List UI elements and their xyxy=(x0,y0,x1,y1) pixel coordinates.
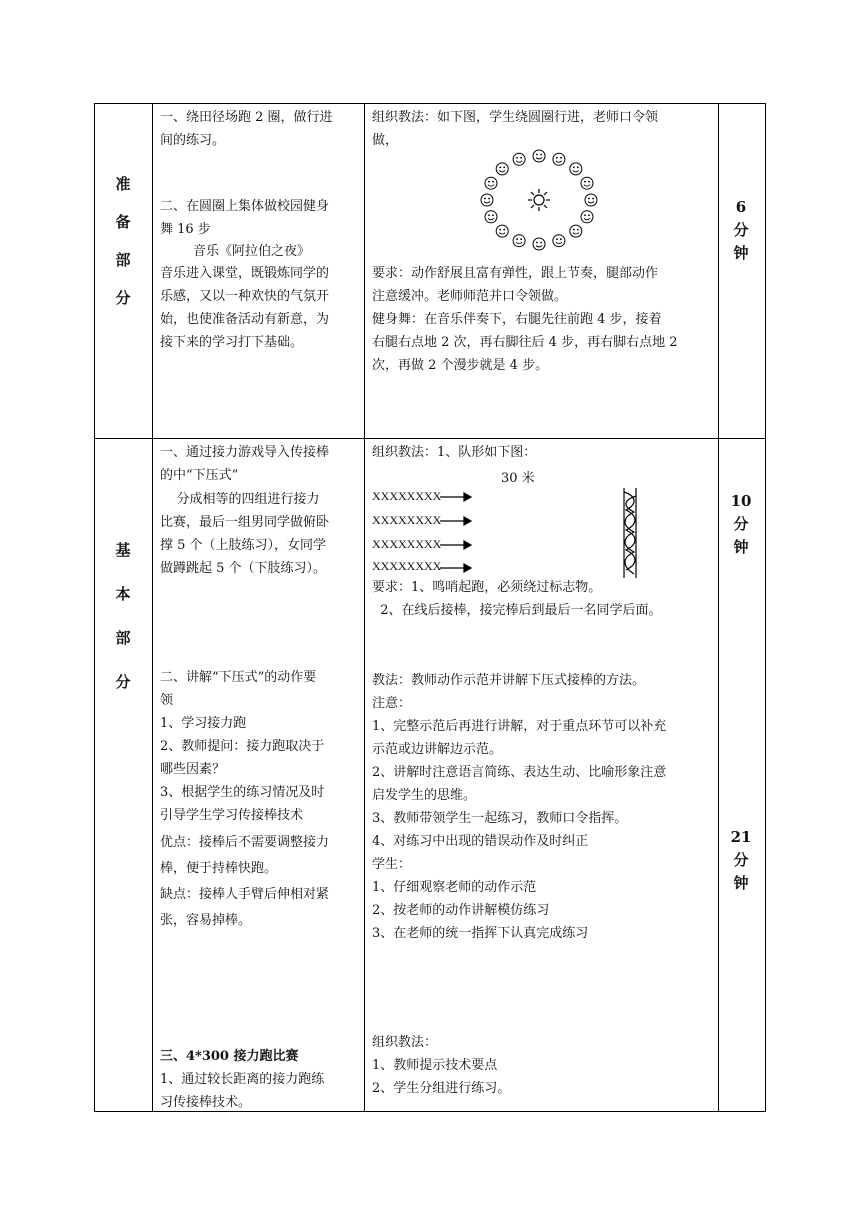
smiley-face-icon xyxy=(585,194,597,206)
smiley-face-icon xyxy=(581,211,593,223)
section-label-char: 部 xyxy=(115,251,131,269)
section-label xyxy=(103,165,143,317)
smiley-face-icon xyxy=(481,194,493,206)
section-label-char: 部 xyxy=(115,629,131,647)
smiley-face-icon xyxy=(496,225,508,237)
team-row: XXXXXXXX xyxy=(372,489,442,503)
spiral-marker-icon xyxy=(624,488,636,578)
distance-label: 30 米 xyxy=(501,471,535,486)
table-row-divider xyxy=(94,438,766,439)
arrow-right-icon xyxy=(440,493,471,572)
section-label-char: 基 xyxy=(115,541,131,559)
time-label: 10 分 钟 xyxy=(730,492,752,556)
method-item: 要求：1、鸣哨起跑，必须绕过标志物。 2、在线后接棒，接完棒后到最后一名同学后面。 xyxy=(372,580,662,618)
table-col-divider-1 xyxy=(152,103,153,1112)
sun-icon xyxy=(528,189,550,211)
table-border-left xyxy=(94,103,95,1112)
smiley-face-icon xyxy=(570,225,582,237)
circle-formation-diagram xyxy=(475,144,605,264)
smiley-face-icon xyxy=(513,235,525,247)
method-item: 组织教法：如下图，学生绕圆圈行进，老师口令领 做， xyxy=(372,110,659,148)
time-label: 21 分 钟 xyxy=(730,828,752,892)
smiley-face-icon xyxy=(581,177,593,189)
table-border-right xyxy=(765,103,766,1112)
team-row: XXXXXXXX xyxy=(372,513,442,527)
content-item: 优点：接棒后不需要调整接力 棒，便于持棒快跑。 缺点：接棒人手臂后伸相对紧 张，容易掉棒。 xyxy=(160,835,330,928)
smiley-face-icon xyxy=(570,163,582,175)
smiley-face-icon xyxy=(533,238,545,250)
smiley-face-icon xyxy=(485,177,497,189)
content-item: 二、在圆圈上集体做校园健身 舞 16 步 xyxy=(160,199,330,237)
method-item: 要求：动作舒展且富有弹性，跟上节奏，腿部动作 注意缓冲。老师师范并口令领做。 健身舞：在音乐伴奏下，右腿先往前跑 4 步，接着 右腿右点地 2 次，再右脚往后 4 步，再右脚右点地 2 次，再做 2 个漫步就是 4 步。 xyxy=(372,266,678,373)
relay-formation-diagram xyxy=(430,482,650,582)
section-label-char: 分 xyxy=(115,289,131,307)
time-label: 6 分 钟 xyxy=(733,198,749,262)
method-item: 教法：教师动作示范并讲解下压式接棒的方法。 注意： 1、完整示范后再进行讲解，对于重点环节可以补充 示范或边讲解边示范。 2、讲解时注意语言简练、表达生动、比喻形象注意 启发学生的思维。 3、教师带领学生一起练习，教师口令指挥。 4、对练习中出现的错误动作及时纠正 学生： 1、仔细观察老师的动作示范 2、按老师的动作讲解模仿练习 3、在老师的统一指挥下认真完成练习 xyxy=(372,673,667,941)
content-item: 二、讲解“下压式”的动作要 领 1、学习接力跑 2、教师提问：接力跑取决于 哪些因素？ 3、根据学生的练习情况及时 引导学生学习传接棒技术 xyxy=(160,670,325,823)
content-item: 一、绕田径场跑 2 圈，做行进 间的练习。 xyxy=(160,110,333,148)
smiley-face-icon xyxy=(533,150,545,162)
content-item: 一、通过接力游戏导入传接棒 的中“下压式” xyxy=(160,445,330,483)
smiley-face-icon xyxy=(553,235,565,247)
table-border-top xyxy=(94,103,766,104)
section-label-char: 准 xyxy=(115,175,131,193)
section-label-char: 本 xyxy=(115,585,131,603)
smiley-face-icon xyxy=(496,163,508,175)
content-item: 分成相等的四组进行接力 比赛，最后一组男同学做俯卧 撑 5 个（上肢练习），女同学 做蹲跳起 5 个（下肢练习）。 xyxy=(160,492,330,576)
section-label-char: 备 xyxy=(115,213,131,231)
content-item: 1、通过较长距离的接力跑练 习传接棒技术。 xyxy=(160,1072,325,1110)
team-row: XXXXXXXX xyxy=(372,559,442,573)
team-row: XXXXXXXX xyxy=(372,537,442,551)
table-col-divider-2 xyxy=(364,103,365,1112)
content-heading: 三、4*300 接力跑比赛 xyxy=(160,1049,299,1064)
smiley-face-icon xyxy=(553,153,565,165)
section-label xyxy=(103,528,143,704)
smiley-face-icon xyxy=(513,153,525,165)
method-item: 组织教法： 1、教师提示技术要点 2、学生分组进行练习。 xyxy=(372,1035,511,1096)
content-item: 音乐进入课堂，既锻炼同学的 乐感，又以一种欢快的气氛开 始，也使准备活动有新意，为 接下来的学习打下基础。 xyxy=(160,266,330,350)
content-item: 音乐《阿拉伯之夜》 xyxy=(160,244,311,259)
method-item: 组织教法：1、队形如下图： xyxy=(372,445,537,460)
smiley-face-icon xyxy=(485,211,497,223)
section-label-char: 分 xyxy=(115,673,131,691)
